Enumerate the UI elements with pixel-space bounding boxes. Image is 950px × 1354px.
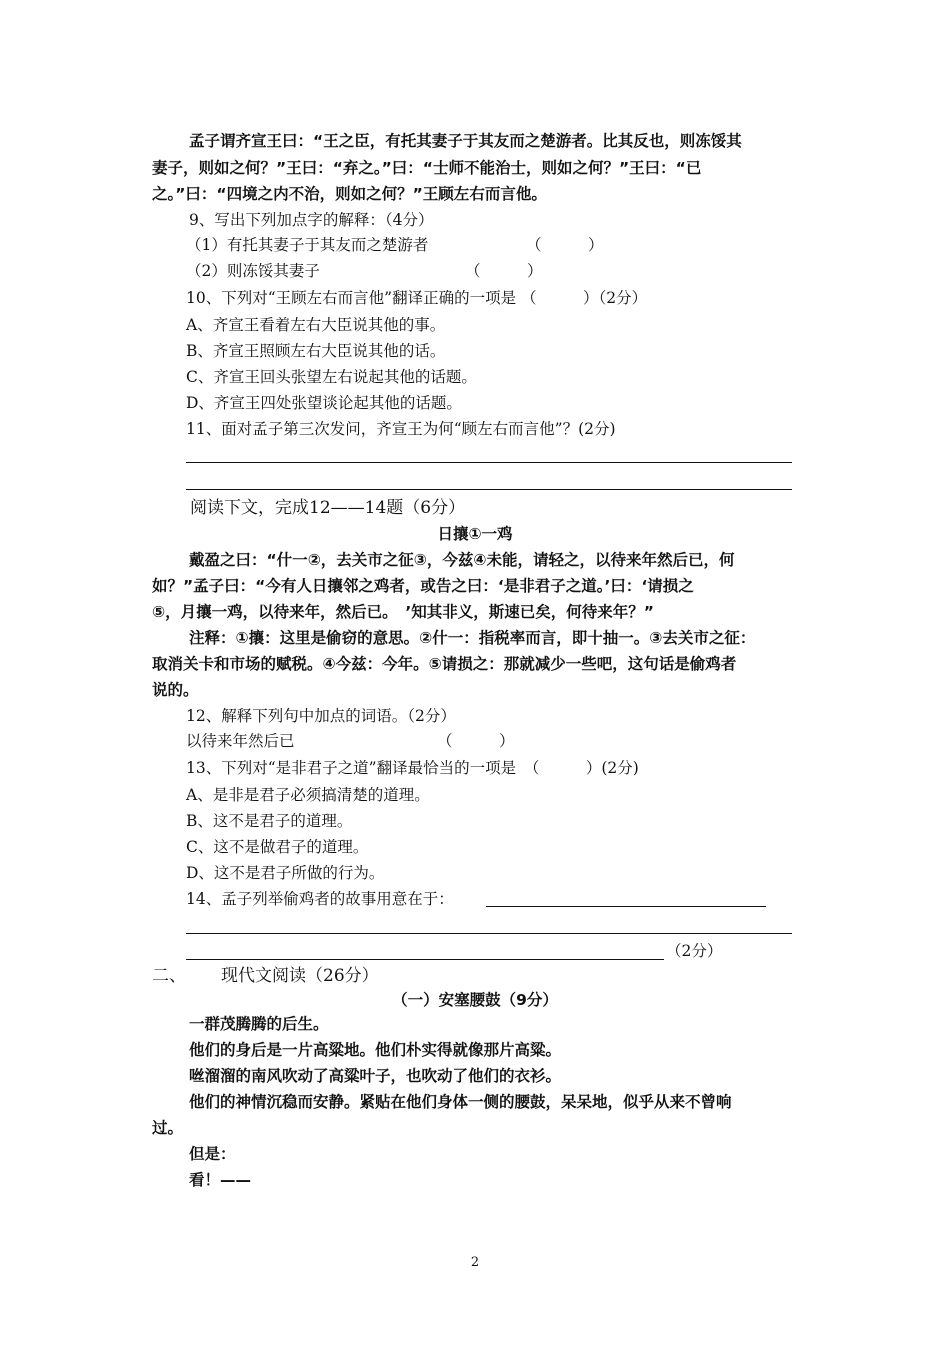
q14-answer-line-2[interactable] xyxy=(186,933,792,934)
q9-item2: （2）则冻馁其妻子 xyxy=(186,262,320,280)
q10-stem: 10、下列对“王顾左右而言他”翻译正确的一项是 （ ）（2分） xyxy=(186,289,648,307)
q10-option-a: A、齐宣王看着左右大臣说其他的事。 xyxy=(186,316,446,334)
reading2-note-line1: 注释：①攘：这里是偷窃的意思。②什一：指税率而言，即十抽一。③去关市之征： xyxy=(189,629,756,647)
section2-number: 二、 xyxy=(152,966,186,986)
q12-blank[interactable]: （ ） xyxy=(437,732,515,750)
section2-para4-line1: 他们的神情沉稳而安静。紧贴在他们身体一侧的腰鼓，呆呆地，似乎从来不曾响 xyxy=(189,1093,732,1111)
page-number: 2 xyxy=(470,1255,480,1270)
section2-para1: 一群茂腾腾的后生。 xyxy=(189,1015,329,1033)
q10-option-b: B、齐宣王照顾左右大臣说其他的话。 xyxy=(186,342,446,360)
reading2-intro: 阅读下文，完成12——14题（6分） xyxy=(190,498,466,518)
q11-stem: 11、面对孟子第三次发问，齐宣王为何“顾左右而言他”？(2分) xyxy=(186,420,616,438)
q13-option-a: A、是非是君子必须搞清楚的道理。 xyxy=(186,786,430,804)
reading2-note-line2: 取消关卡和市场的赋税。④今兹：今年。⑤请损之：那就减少一些吧，这句话是偷鸡者 xyxy=(152,655,737,673)
q12-item: 以待来年然后已 xyxy=(186,732,295,750)
q14-answer-line-3[interactable] xyxy=(186,959,664,960)
q13-stem: 13、下列对“是非君子之道”翻译最恰当的一项是 （ ）(2分) xyxy=(186,759,639,777)
q14-score: （2分） xyxy=(666,942,723,960)
reading2-note-line3: 说的。 xyxy=(152,681,199,699)
section2-para4-line2: 过。 xyxy=(152,1119,184,1137)
q10-option-c: C、齐宣王回头张望左右说起其他的话题。 xyxy=(186,368,477,386)
section2-para6: 看！—— xyxy=(189,1171,252,1189)
passage1-line1: 孟子谓齐宣王曰：“王之臣，有托其妻子于其友而之楚游者。比其反也，则冻馁其 xyxy=(189,132,742,150)
q13-option-b: B、这不是君子的道理。 xyxy=(186,812,353,830)
q9-stem: 9、写出下列加点字的解释：（4分） xyxy=(189,211,434,229)
section2-para3: 咝溜溜的南风吹动了高粱叶子，也吹动了他们的衣衫。 xyxy=(189,1067,562,1085)
reading2-line3: ⑤，月攘一鸡，以待来年，然后已。 ’知其非义，斯速已矣，何待来年？” xyxy=(152,603,654,621)
q14-answer-line-1[interactable] xyxy=(486,906,766,907)
section2-title: 现代文阅读（26分） xyxy=(221,966,379,986)
q9-item1-blank[interactable]: （ ） xyxy=(526,236,604,254)
reading2-line2: 如？”孟子曰：“今有人日攘邻之鸡者，或告之曰：‘是非君子之道。’曰：‘请损之 xyxy=(152,577,694,595)
reading2-title: 日攘①一鸡 xyxy=(437,525,513,543)
q13-option-c: C、这不是做君子的道理。 xyxy=(186,838,369,856)
q12-stem: 12、解释下列句中加点的词语。（2分） xyxy=(186,707,456,725)
section2-para5: 但是： xyxy=(189,1145,236,1163)
passage1-line3: 之。”曰：“四境之内不治，则如之何？”王顾左右而言他。 xyxy=(152,185,547,203)
q13-option-d: D、这不是君子所做的行为。 xyxy=(186,864,385,882)
passage1-line2: 妻子，则如之何？”王曰：“弃之。”曰：“士师不能治士，则如之何？”王曰：“已 xyxy=(152,159,702,177)
q11-answer-line-2[interactable] xyxy=(186,489,792,490)
q14-stem: 14、孟子列举偷鸡者的故事用意在于： xyxy=(186,890,454,908)
q11-answer-line-1[interactable] xyxy=(186,462,792,463)
section2-subtitle: （一）安塞腰鼓（9分） xyxy=(392,991,558,1009)
q10-option-d: D、齐宣王四处张望谈论起其他的话题。 xyxy=(186,394,462,412)
section2-para2: 他们的身后是一片高粱地。他们朴实得就像那片高粱。 xyxy=(189,1041,562,1059)
q9-item2-blank[interactable]: （ ） xyxy=(465,262,543,280)
reading2-line1: 戴盈之曰：“什一②，去关市之征③，今兹④未能，请轻之，以待来年然后已，何 xyxy=(189,551,735,569)
q9-item1: （1）有托其妻子于其友而之楚游者 xyxy=(186,236,429,254)
